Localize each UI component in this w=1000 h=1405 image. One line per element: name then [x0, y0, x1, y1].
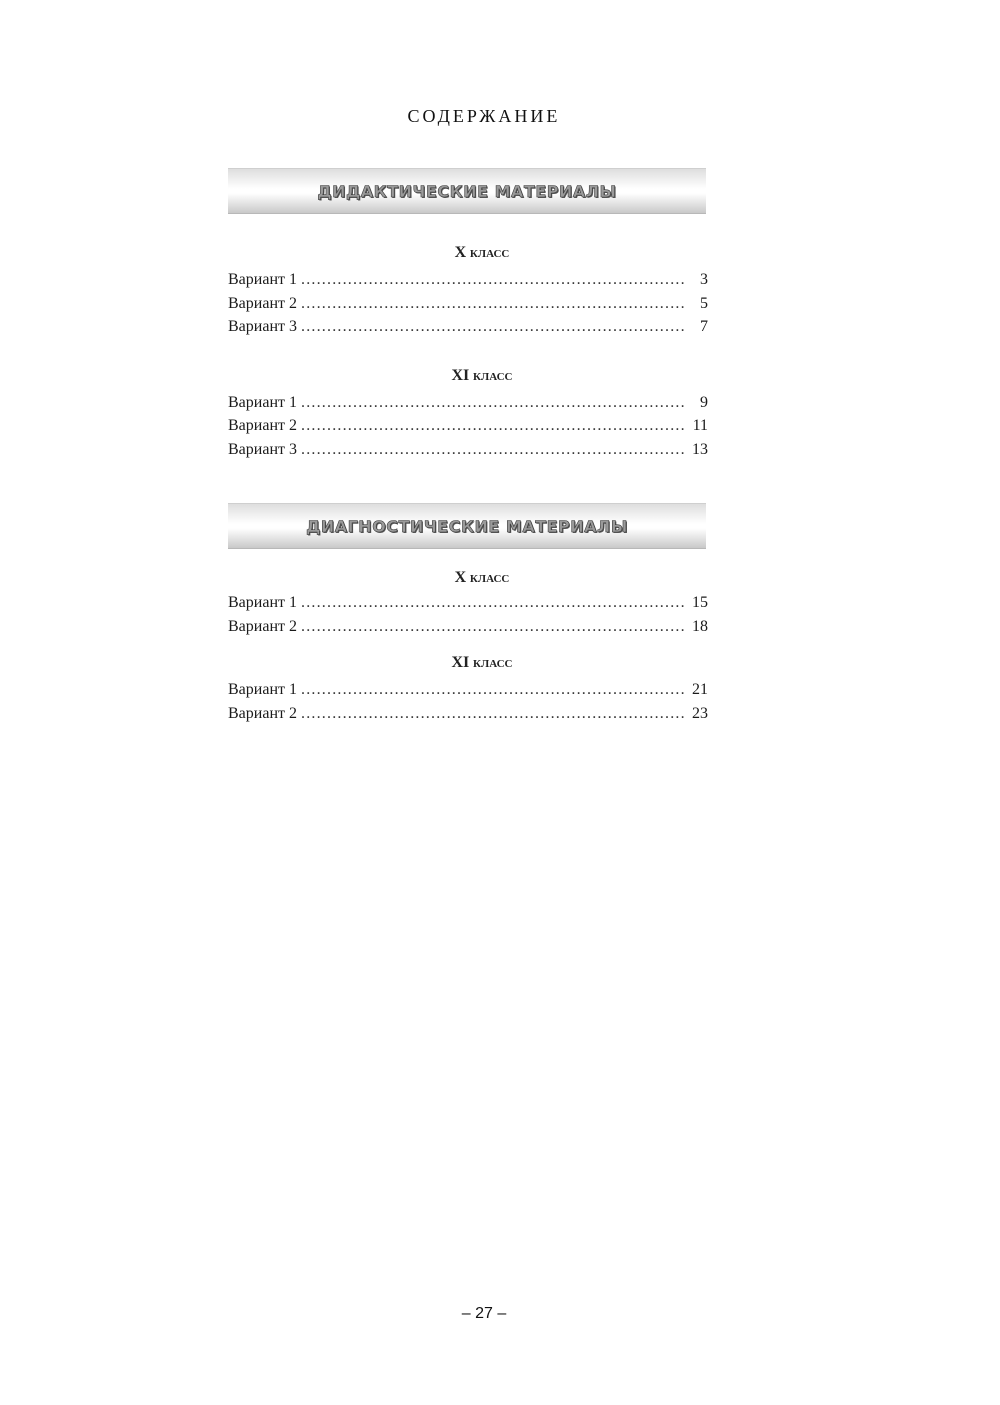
toc-entry-label: Вариант 2 [228, 704, 297, 722]
toc-entry-page: 15 [692, 594, 708, 611]
class-roman: XI [451, 366, 470, 384]
class-heading-x [256, 569, 708, 587]
dot-leader [301, 414, 684, 438]
class-roman: X [454, 569, 467, 586]
section-banner-title: ДИАГНОСТИЧЕСКИЕ МАТЕРИАЛЫ [306, 516, 628, 536]
class-heading-x [256, 244, 708, 262]
class-word: класс [469, 570, 510, 586]
class-word: класс [469, 245, 510, 261]
toc-entry[interactable] [228, 591, 708, 615]
toc-entry-label: Вариант 1 [228, 594, 297, 611]
toc-entry-page: 21 [692, 681, 708, 698]
class-heading-xi [256, 654, 708, 672]
toc-entry-page: 5 [700, 294, 708, 312]
dot-leader [301, 391, 684, 415]
dot-leader [301, 678, 684, 702]
toc-entry-page: 18 [692, 617, 708, 635]
page-title: СОДЕРЖАНИЕ [407, 106, 561, 126]
toc-entry-label: Вариант 1 [228, 271, 297, 288]
toc-entry-label: Вариант 3 [228, 440, 297, 458]
class-word: класс [473, 367, 513, 384]
toc-entry-page: 9 [700, 393, 708, 411]
dot-leader [301, 268, 684, 292]
toc-entry[interactable] [228, 438, 708, 462]
dot-leader [301, 315, 684, 339]
toc-entry[interactable] [228, 702, 708, 726]
toc-entry-label: Вариант 2 [228, 417, 297, 434]
section-banner [228, 503, 706, 549]
toc-entry-label: Вариант 2 [228, 617, 297, 635]
page-number: – 27 – [461, 1305, 507, 1322]
dot-leader [301, 292, 684, 316]
toc-entry-page: 3 [700, 271, 708, 288]
toc-entry[interactable] [228, 315, 708, 339]
class-word: класс [473, 655, 513, 671]
dot-leader [301, 615, 684, 639]
section-diagnostic [228, 503, 708, 725]
dot-leader [301, 591, 684, 615]
toc-entry[interactable] [228, 268, 708, 292]
dot-leader [301, 702, 684, 726]
toc-entry-label: Вариант 2 [228, 294, 297, 312]
toc-entry-page: 23 [692, 704, 708, 722]
toc-entry-page: 11 [692, 417, 708, 434]
class-roman: X [454, 244, 467, 261]
toc-entry[interactable] [228, 292, 708, 316]
toc-entry[interactable] [228, 391, 708, 415]
toc-entry[interactable] [228, 414, 708, 438]
toc-entry[interactable] [228, 615, 708, 639]
class-heading-xi [256, 367, 708, 385]
section-banner [228, 168, 706, 214]
toc-entry-page: 13 [692, 440, 708, 458]
section-banner-title: ДИДАКТИЧЕСКИЕ МАТЕРИАЛЫ [317, 181, 617, 201]
toc-entry[interactable] [228, 678, 708, 702]
toc-entry-label: Вариант 1 [228, 681, 297, 698]
dot-leader [301, 438, 684, 462]
toc-entry-page: 7 [700, 318, 708, 335]
class-roman: XI [451, 654, 470, 671]
section-didactic [228, 168, 708, 461]
toc-entry-label: Вариант 3 [228, 318, 297, 335]
toc-entry-label: Вариант 1 [228, 393, 297, 411]
